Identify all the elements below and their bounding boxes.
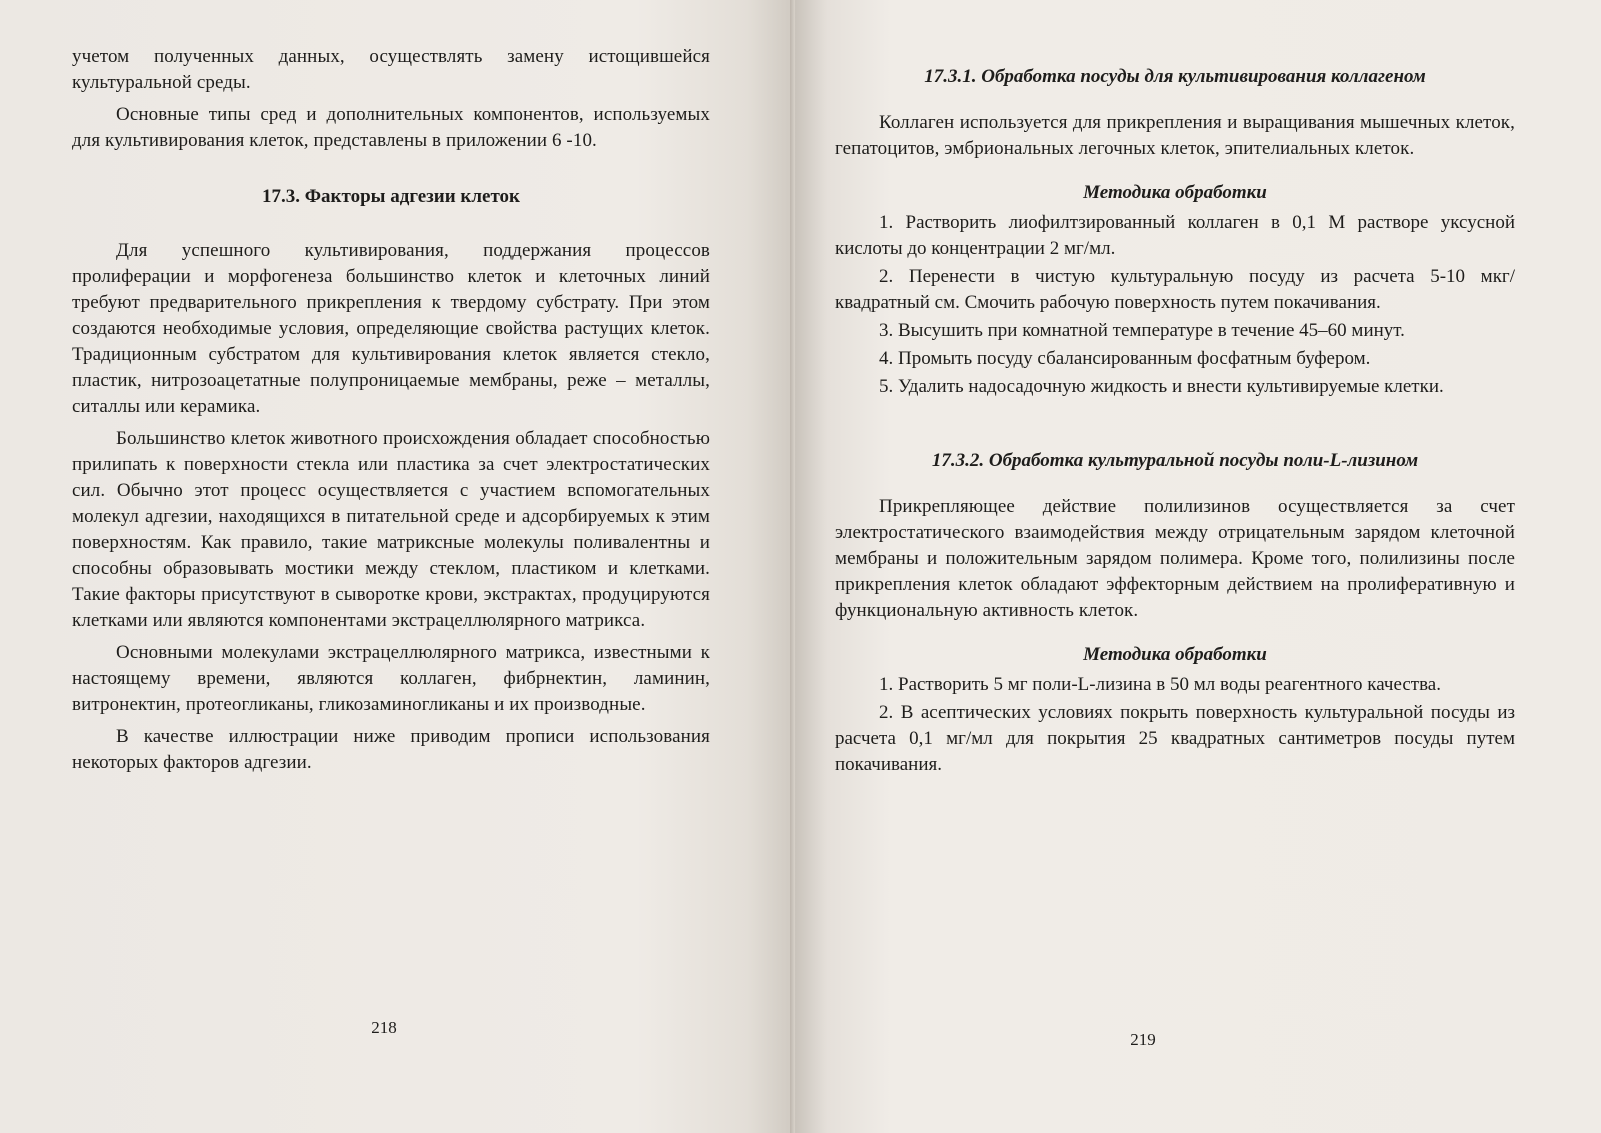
subsection-title: 17.3.1. Обработка посуды для культивирования коллагеном xyxy=(924,66,1426,87)
method-title: Методика обработки xyxy=(1083,182,1267,203)
page-number: 218 xyxy=(371,1018,397,1037)
left-page xyxy=(0,0,795,1133)
method-step: 5. Удалить надосадочную жидкость и внести культивируемые клетки. xyxy=(879,376,1444,397)
right-page xyxy=(795,0,1601,1133)
left-page-text xyxy=(72,44,710,782)
method-step: 1. Растворить 5 мг поли-L-лизина в 50 мл воды реагентного качества. xyxy=(879,674,1441,695)
paragraph: Основными молекулами экстрацеллюлярного матрикса, известными к настоящему времени, являются коллаген, фибрнектин, ламинин, витронектин, протеогликаны, гликозаминогликаны и их производные. xyxy=(72,642,710,715)
right-page-text xyxy=(835,44,1515,780)
paragraph: Большинство клеток животного происхождения обладает способностью прилипать к поверхности стекла или пластика за счет электростатических сил. Обычно этот процесс осуществляется с участием вспомогательных молекул адгезии, находящихся в питательной среде и адсорбируемых к этим поверхностям. Как правило, такие матриксные молекулы поливалентны и способны образовывать мостики между стеклом, пластиком и клетками. Такие факторы присутствуют в сыворотке крови, экстрактах, продуцируются клетками или являются компонентами экстрацеллюлярного матрикса. xyxy=(72,428,710,631)
paragraph: Для успешного культивирования, поддержания процессов пролиферации и морфогенеза большинство клеток и клеточных линий требуют предварительного прикрепления к твердому субстрату. При этом создаются необходимые условия, определяющие свойства растущих клеток. Традиционным субстратом для культивирования клеток является стекло, пластик, нитрозоацетатные полупроницаемые мембраны, реже – металлы, ситаллы или керамика. xyxy=(72,240,710,417)
paragraph: Прикрепляющее действие полилизинов осуществляется за счет электростатического взаимодействия между отрицательным зарядом клеточной мембраны и положительным зарядом полимера. Кроме того, полилизины после прикрепления клеток обладают эффекторным действием на пролиферативную и функциональную активность клеток. xyxy=(835,496,1515,621)
page-number: 219 xyxy=(1130,1030,1156,1049)
section-title: 17.3. Факторы адгезии клеток xyxy=(261,186,521,207)
paragraph: Основные типы сред и дополнительных компонентов, используемых для культивирования клеток, представлены в приложении 6 -10. xyxy=(72,104,710,151)
method-step: 3. Высушить при комнатной температуре в течение 45–60 минут. xyxy=(879,320,1405,341)
method-step: 2. В асептических условиях покрыть поверхность культуральной посуды из расчета 0,1 мг/мл для покрытия 25 квадратных сантиметров посуды путем покачивания. xyxy=(835,702,1515,775)
paragraph: В качестве иллюстрации ниже приводим прописи использования некоторых факторов адгезии. xyxy=(72,726,710,773)
subsection-title: 17.3.2. Обработка культуральной посуды поли-L-лизином xyxy=(931,450,1419,471)
method-title: Методика обработки xyxy=(1083,644,1267,665)
method-step: 1. Растворить лиофилтзированный коллаген в 0,1 М растворе уксусной кислоты до концентрации 2 мг/мл. xyxy=(835,212,1515,259)
method-step: 2. Перенести в чистую культуральную посуду из расчета 5-10 мкг/ квадратный см. Смочить рабочую поверхность путем покачивания. xyxy=(835,266,1515,313)
paragraph: Коллаген используется для прикрепления и выращивания мышечных клеток, гепатоцитов, эмбриональных легочных клеток, эпителиальных клеток. xyxy=(835,112,1515,159)
method-step: 4. Промыть посуду сбалансированным фосфатным буфером. xyxy=(879,348,1371,369)
paragraph: учетом полученных данных, осуществлять замену истощившейся культуральной среды. xyxy=(72,46,710,93)
